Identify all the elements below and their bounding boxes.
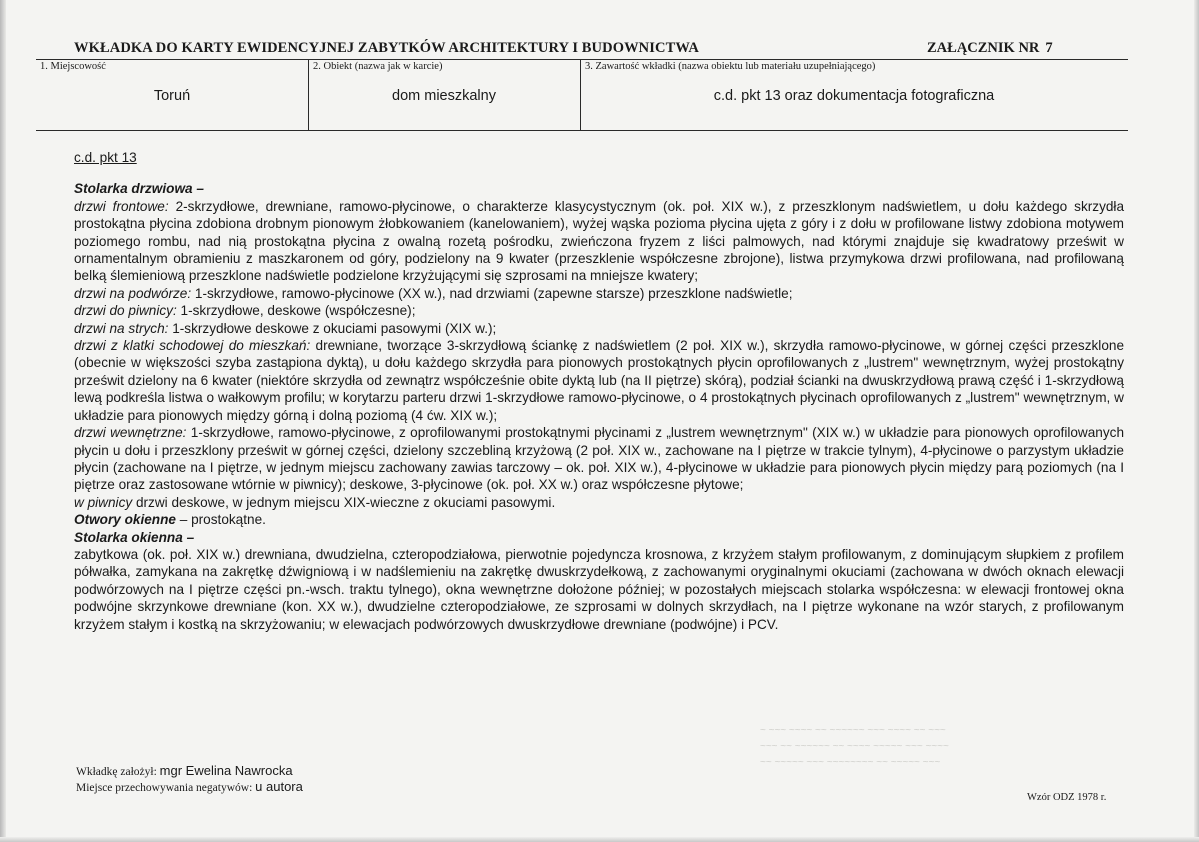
table-bottom-border — [36, 130, 1128, 131]
door-item-text: 2-skrzydłowe, drewniane, ramowo-płycinowe, o charakterze klasycystycznym (ok. poł. XIX w.), z przeszklonym nadświetlem, u dołu każdego skrzydła prostokątna płycina zdobiona drobnym pionowym żłobkowaniem (kanelowaniem), wyżej wąska pozioma płycina ujęta z góry i z dołu w profilowane listwy zdobiona motywem poziomego rombu, nad nią prostokątna płycina z owalną rozetą pośrodku, zwieńczona fryzem z liści palmowych, nad którymi znajduje się kwadratowy prześwit w ornamentalnym obramieniu z maszkaronem od góry, podzielony na 9 kwater (przeszklenie współczesne zbrojone), listwa przymykowa drzwi profilowana, nad profilowaną belką ślemieniową przeszklone nadświetle podzielone krzyżującymi się szprosami na mniejsze kwatery; — [74, 198, 1125, 284]
windows-text: zabytkowa (ok. poł. XIX w.) drewniana, dwudzielna, czteropodziałowa, pierwotnie pojedyncza krosnowa, z krzyżem stałym profilowanym, z dominującym słupkiem z profilem półwałka, zamykana na zakrętkę dźwigniową i w nadślemieniu na zakrętkę dwuskrzydełkową, z zachowanymi oryginalnymi okuciami (zachowana w dwóch oknach elewacji podwórzowych na I piętrze części pn.-wsch. traktu tylnego), okna wewnętrzne dołożone później; w pozostałych miejscach stolarka współczesna: w elewacji frontowej okna podwójne skrzynkowe drewniane (kon. XX w.), dwudzielne czteropodziałowe, ze szprosami w dolnych skrzydłach, na I piętrze wykonane na wzór starych, z profilowanym krzyżem stałym i kostką na skrzyżowaniu; w elewacjach podwórzowych dwuskrzydłowe drewniane (podwójne) i PCV. — [74, 546, 1124, 632]
door-item-text: drzwi deskowe, w jednym miejscu XIX-wieczne z okuciami pasowymi. — [132, 494, 556, 510]
door-item-text: 1-skrzydłowe deskowe z okuciami pasowymi (XIX w.); — [168, 320, 497, 336]
section-heading-doors: Stolarka drzwiowa – — [74, 181, 204, 197]
door-item-label: w piwnicy — [74, 494, 133, 510]
footer-founded-by — [76, 763, 293, 778]
form-title: WKŁADKA DO KARTY EWIDENCYJNEJ ZABYTKÓW ARCHITEKTURY I BUDOWNICTWA — [74, 40, 699, 56]
subheading: c.d. pkt 13 — [74, 150, 137, 165]
annex-label — [927, 40, 1053, 57]
door-item-text: 1-skrzydłowe, ramowo-płycinowe (XX w.), nad drzwiami (zapewne starsze) przeszklone nadświetle; — [191, 285, 793, 301]
bleed-through-line: ~~~ ~~ ~~~~~~ ~~ ~~~~ ~~~~~ ~~~ ~~~~ — [760, 741, 949, 752]
door-item-front — [74, 198, 1124, 285]
door-item-text: 1-skrzydłowe, deskowe (współczesne); — [176, 303, 416, 319]
door-item-label: drzwi z klatki schodowej do mieszkań: — [74, 338, 311, 354]
scan-edge-left — [0, 0, 6, 842]
object-value: dom mieszkalny — [392, 88, 496, 104]
door-item-staircase — [74, 337, 1124, 424]
cell-label-locality: 1. Miejscowość — [40, 61, 106, 72]
contents-value: c.d. pkt 13 oraz dokumentacja fotograficzna — [713, 88, 995, 104]
section-heading-openings: Otwory okienne — [74, 512, 176, 528]
door-item-cellar — [74, 494, 1124, 511]
door-item-basement — [74, 302, 1124, 319]
founded-by-label: Wkładkę założył: — [76, 766, 157, 778]
door-item-label: drzwi na strych: — [74, 320, 169, 336]
door-item-label: drzwi do piwnicy: — [74, 303, 177, 319]
door-item-label: drzwi wewnętrzne: — [74, 425, 187, 441]
section-heading-windows: Stolarka okienna – — [74, 529, 195, 545]
storage-label: Miejsce przechowywania negatywów: — [76, 782, 253, 794]
door-item-courtyard — [74, 285, 1124, 302]
annex-label-text: ZAŁĄCZNIK NR — [927, 40, 1040, 56]
door-item-text: drewniane, tworzące 3-skrzydłową ściankę z nadświetlem (2 poł. XIX w.), skrzydła ramowo-płycinowe, w górnej części przeszklone (obecnie w większości szyba zastąpiona dyktą), u dołu każdego skrzydła para pionowych prostokątnych płycin oprofilowanych z „lustrem" wewnętrznym, wyżej prostokątny prześwit dzielony na 6 kwater (niektóre skrzydła od zewnątrz współcześnie obite dyktą lub (na II piętrze) skórą), podział ścianki na dwuskrzydłową prawą część i 1-skrzydłową lewą podkreśla listwa o wałkowym profilu; w korytarzu parteru drzwi 1-skrzydłowe ramowo-płycinowe, o 4 prostokątnych płycinach oprofilowanych z „lustrem" wewnętrznym, w układzie para pionowych między górną i dolną poziomą (4 ćw. XIX w.); — [74, 338, 1124, 423]
annex-number: 7 — [1045, 40, 1053, 56]
window-openings-text: – prostokątne. — [175, 512, 266, 528]
door-item-interior — [74, 424, 1124, 494]
table-top-border — [36, 59, 1128, 60]
window-openings — [74, 511, 1124, 528]
door-item-text: 1-skrzydłowe, ramowo-płycinowe, z oprofilowanymi prostokątnymi płycinami z „lustrem wewnętrznym" (XIX w.) w układzie para pionowych oprofilowanych płycin u dołu i przeszklony prześwit w górnej części, dzielony szczebliną krzyżową (2 poł. XIX w., zachowane na I piętrze w trakcie tylnym), 4-płycinowe o parzystym układzie płycin (zachowane na I piętrze, w jednym miejscu zachowany zawias tarczowy – ok. poł. XIX w.), 4-płycinowe w układzie para pionowych płycin między parą poziomych (na I piętrze oraz zastosowane wtórnie w piwnicy); deskowe, 3-płycinowe (ok. poł. XX w.) oraz współczesne płytowe; — [74, 425, 1125, 493]
storage-value: u autora — [255, 779, 303, 794]
door-item-label: drzwi frontowe: — [74, 198, 169, 214]
bleed-through-line: ~ ~~~ ~~~~ ~~ ~~~~~~ ~~~ ~~~~ ~~ ~~~ — [760, 725, 946, 736]
document-body — [74, 149, 1124, 633]
footer-negatives-storage — [76, 779, 303, 794]
locality-value: Toruń — [153, 88, 191, 104]
cell-label-contents: 3. Zawartość wkładki (nazwa obiektu lub materiału uzupełniającego) — [585, 61, 876, 72]
scan-edge-bottom — [0, 837, 1199, 842]
founded-by-value: mgr Ewelina Nawrocka — [159, 763, 293, 778]
door-item-label: drzwi na podwórze: — [74, 285, 192, 301]
template-version: Wzór ODZ 1978 r. — [1027, 792, 1107, 803]
cell-label-object: 2. Obiekt (nazwa jak w karcie) — [313, 61, 443, 72]
bleed-through-line: ~~ ~~~~~ ~~~ ~~~~~~~~ ~~ ~~~~~ ~~~ — [760, 757, 941, 768]
scan-edge-right — [1194, 0, 1199, 842]
door-item-attic — [74, 320, 1124, 337]
